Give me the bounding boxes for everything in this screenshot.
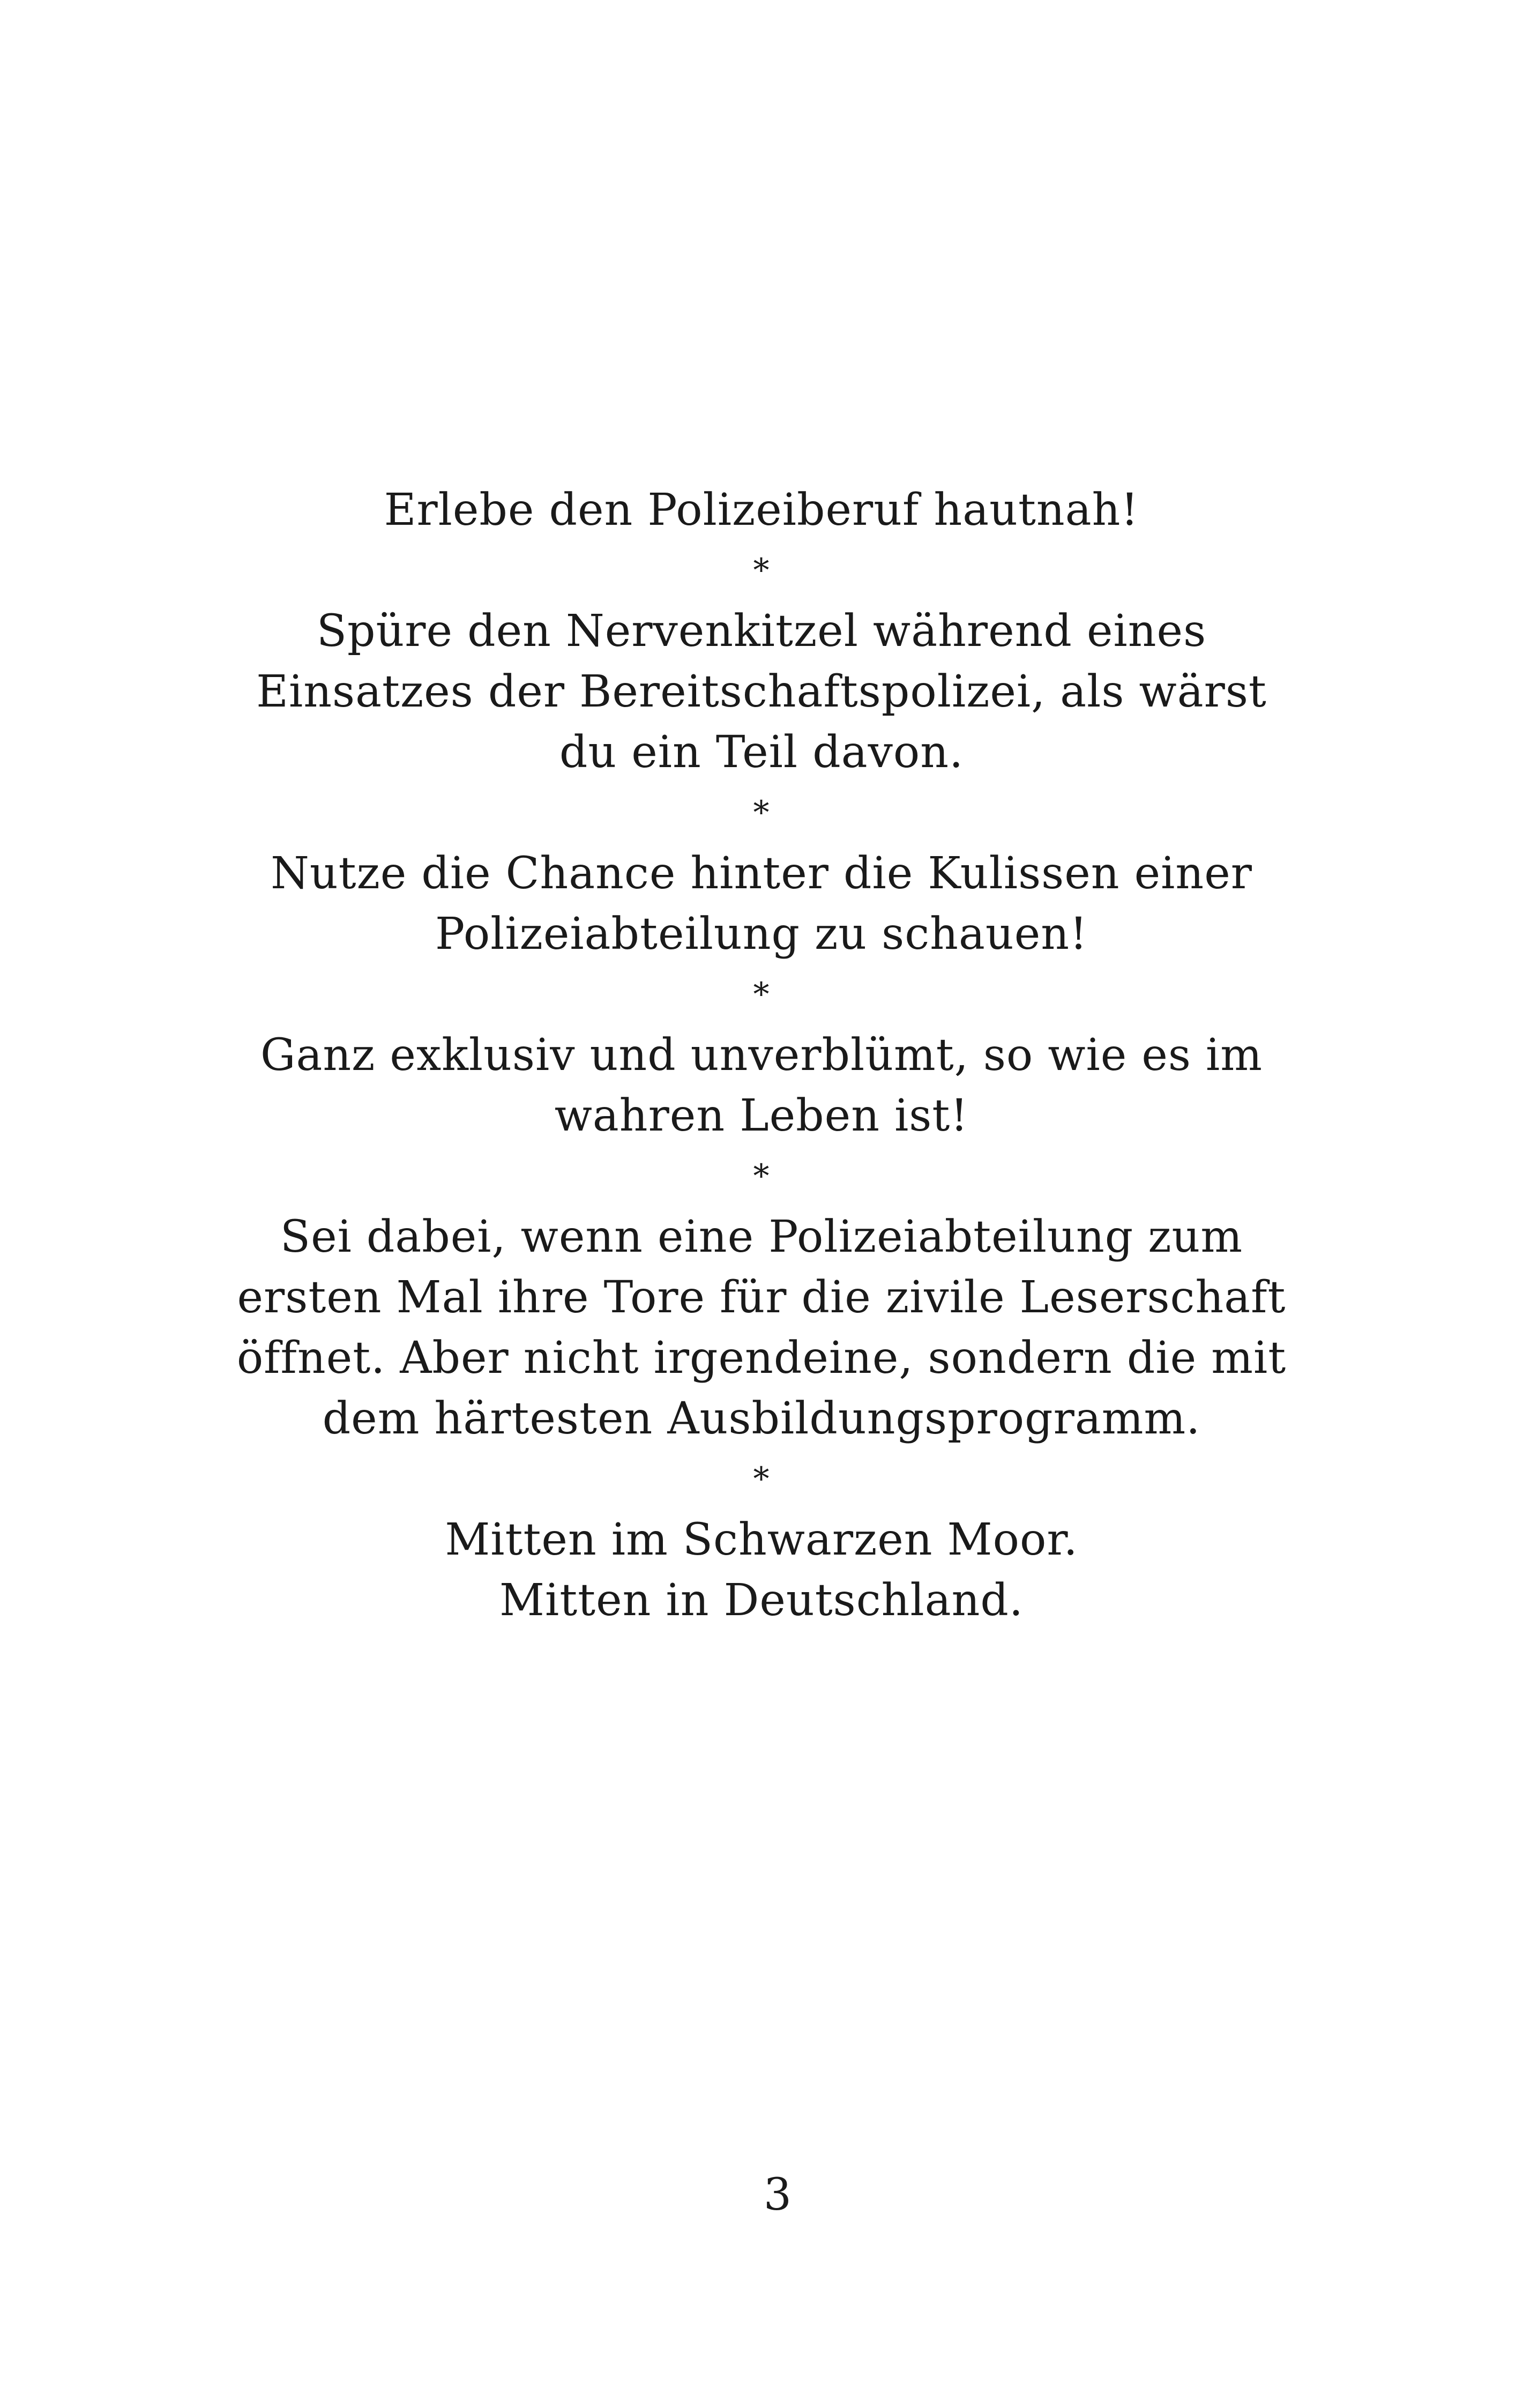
text-line: Einsatzes der Bereitschaftspolizei, als wärst (256, 666, 1267, 717)
asterisk-separator: * (753, 552, 770, 589)
text-line: wahren Leben ist! (554, 1090, 969, 1141)
asterisk-separator: * (753, 1157, 770, 1195)
text-line: du ein Teil davon. (559, 727, 964, 778)
text-line: Nutze die Chance hinter die Kulissen einer (271, 848, 1252, 899)
paragraph-5 (204, 1207, 1319, 1449)
blurb-text (204, 480, 1319, 1631)
text-line: Polizeiabteilung zu schauen! (435, 909, 1088, 960)
text-line: ersten Mal ihre Tore für die zivile Leserschaft (237, 1272, 1286, 1323)
text-line: Sei dabei, wenn eine Polizeiabteilung zum (280, 1212, 1243, 1262)
text-line: Mitten in Deutschland. (499, 1575, 1024, 1626)
asterisk-separator: * (753, 976, 770, 1013)
paragraph-3 (204, 843, 1319, 964)
text-line: dem härtesten Ausbildungsprogramm. (322, 1393, 1201, 1444)
text-line: öffnet. Aber nicht irgendeine, sondern die mit (236, 1333, 1287, 1384)
text-line: Mitten im Schwarzen Moor. (445, 1514, 1078, 1565)
page-number: 3 (763, 2169, 792, 2220)
text-line: Ganz exklusiv und unverblümt, so wie es im (260, 1030, 1263, 1081)
paragraph-2 (204, 601, 1319, 783)
paragraph-1 (204, 480, 1319, 540)
asterisk-separator: * (753, 1460, 770, 1498)
text-line: Spüre den Nervenkitzel während eines (316, 606, 1207, 657)
paragraph-4 (204, 1025, 1319, 1146)
text-line: Erlebe den Polizeiberuf hautnah! (384, 485, 1139, 536)
asterisk-separator: * (753, 794, 770, 831)
paragraph-6 (204, 1510, 1319, 1631)
